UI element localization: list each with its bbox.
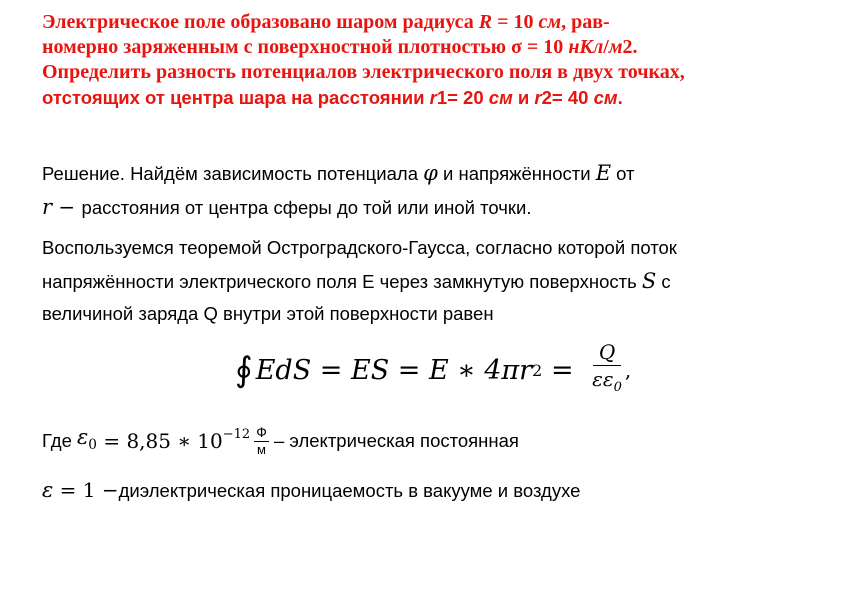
formula-equals: = [542, 354, 583, 386]
formula-lhs: EdS = ES = E ∗ 4πr [255, 354, 533, 386]
den-sub: 0 [613, 380, 622, 395]
eps: ε [77, 425, 89, 449]
gauss-formula [235, 340, 631, 400]
contour-integral-icon: ∮ [235, 350, 253, 390]
formula-comma: , [624, 358, 632, 382]
fraction-denominator [592, 366, 622, 401]
var-R: R [478, 11, 493, 33]
gauss-line-2 [42, 264, 842, 299]
unit-m: м [608, 36, 623, 58]
text: с [656, 271, 671, 292]
solution-line-1 [42, 156, 842, 191]
text: напряжённости электрического поля E через замкнутую поверхность [42, 271, 642, 292]
solution-line-2 [42, 190, 842, 225]
dash: − [52, 195, 82, 219]
text: = 10 [492, 11, 539, 33]
text: 1= 20 [436, 87, 489, 108]
text: и напряжённости [437, 163, 596, 184]
text: номерно заряженным с поверхностной плотностью σ = 10 [42, 36, 569, 58]
text: и [512, 87, 535, 108]
unit-num: Ф [256, 424, 267, 441]
problem-line-3: Определить разность потенциалов электрического поля в двух точках, [42, 61, 685, 83]
var-r: r [42, 195, 53, 219]
unit-fraction [254, 424, 269, 458]
unit-cm: см [593, 87, 618, 108]
text: расстояния от центра сферы до той или иной точки. [81, 197, 532, 218]
var-r2: r [534, 87, 542, 108]
text: Электрическое поле образовано шаром радиуса [42, 11, 479, 33]
gauss-line-3: величиной заряда Q внутри этой поверхности равен [42, 303, 494, 324]
eps0-exponent: −12 [222, 427, 251, 443]
constant-eps0-line [42, 420, 842, 462]
unit-nKl: нКл [568, 36, 604, 58]
formula-fraction [592, 339, 622, 401]
eps-sub: 0 [88, 437, 97, 454]
text: / [603, 36, 609, 58]
text: отстоящих от центра шара на расстоянии [42, 87, 430, 108]
var-r1: r [429, 87, 437, 108]
text: диэлектрическая проницаемость в вакууме и воздухе [118, 480, 581, 501]
constant-eps-line [42, 473, 842, 508]
text: 2. [622, 36, 638, 58]
var-S: S [641, 269, 657, 293]
formula-exponent: 2 [532, 360, 543, 380]
fraction-numerator: Q [593, 339, 621, 366]
unit-den: м [257, 442, 266, 458]
problem-line-2 [42, 35, 842, 60]
eps: ε [42, 478, 54, 502]
problem-statement [42, 10, 842, 110]
var-phi: φ [423, 161, 438, 185]
text: от [611, 163, 635, 184]
eps-value: = 1 − [53, 478, 119, 502]
var-E: E [595, 161, 612, 185]
text: – электрическая постоянная [268, 430, 519, 452]
text: 2= 40 [541, 87, 594, 108]
eps0-value: = 8,85 ∗ 10 [96, 429, 223, 454]
den-text: εε [592, 367, 614, 391]
gauss-line-1: Воспользуемся теоремой Остроградского-Гаусса, согласно которой поток [42, 237, 677, 258]
text: Где [42, 430, 78, 452]
text: Решение. Найдём зависимость потенциала [42, 163, 424, 184]
unit-cm: см [488, 87, 513, 108]
text: , рав- [561, 11, 610, 33]
unit-cm: см [538, 11, 562, 33]
problem-line-1 [42, 10, 842, 35]
text: . [617, 87, 623, 108]
problem-line-4 [42, 85, 842, 110]
eps0-symbol [77, 420, 97, 462]
